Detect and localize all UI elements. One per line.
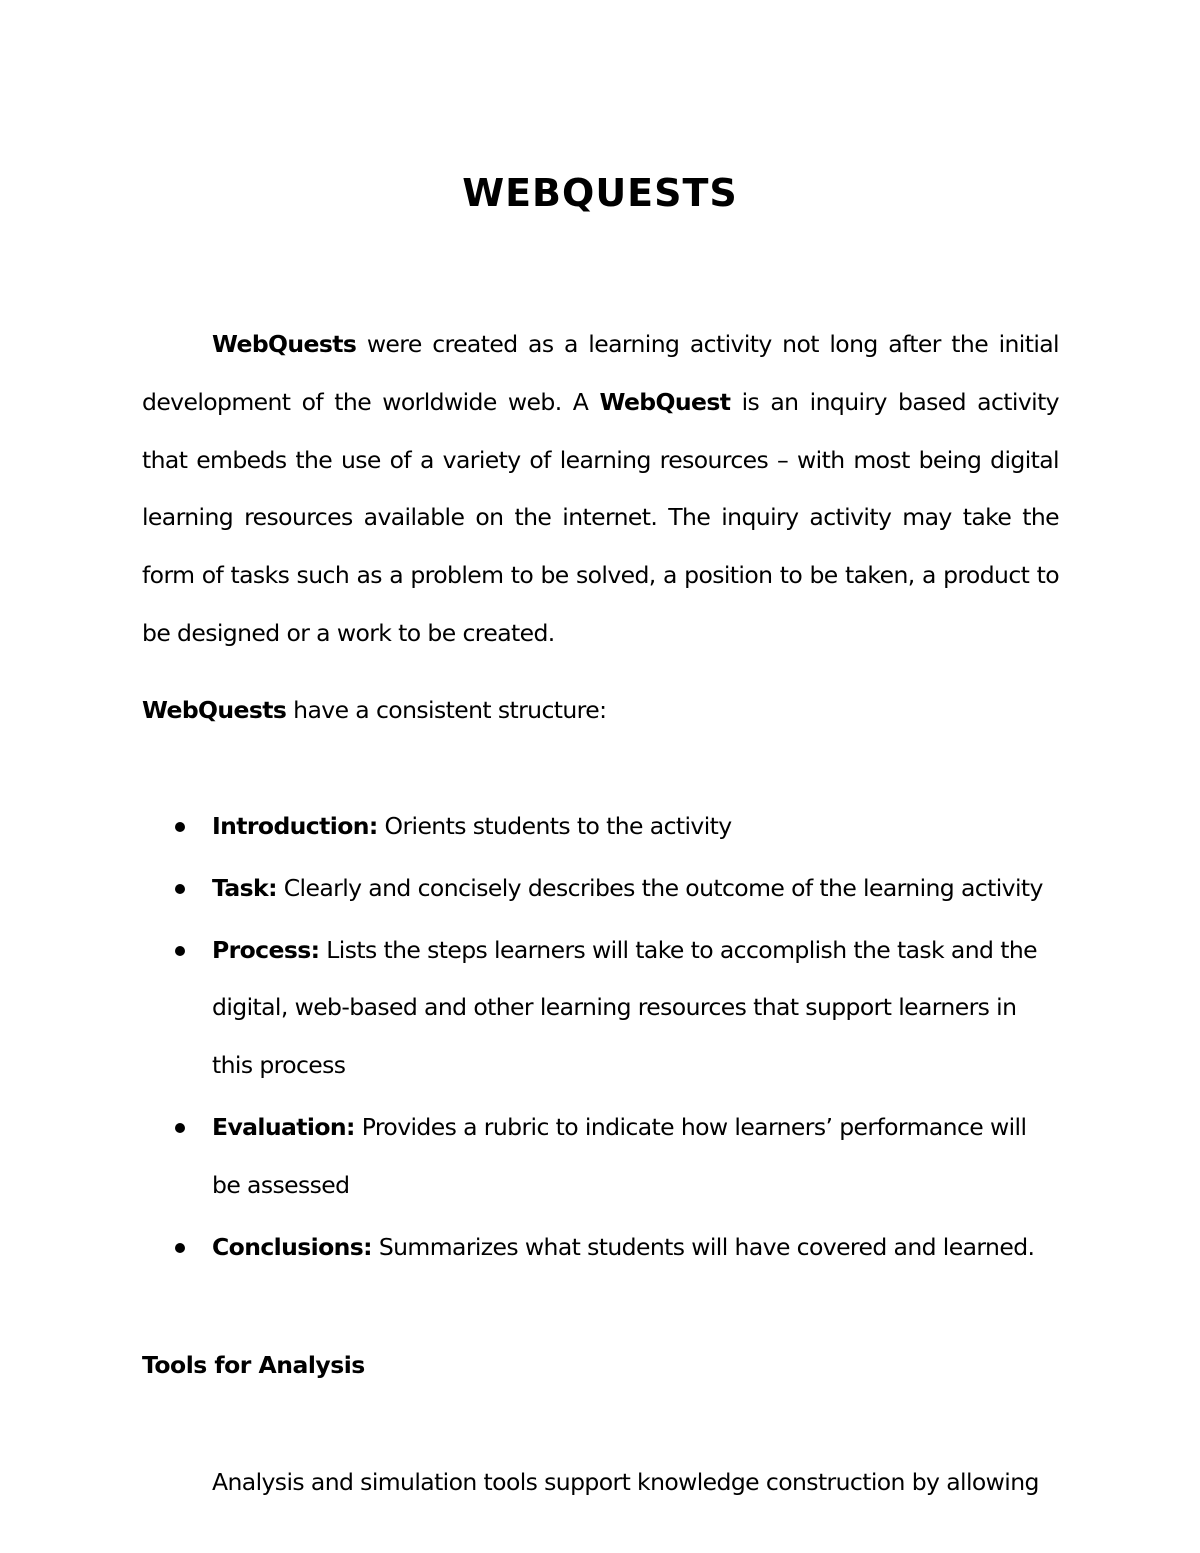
bullet-icon xyxy=(175,1123,185,1133)
structure-list xyxy=(142,798,1059,1280)
list-item-label: Introduction: xyxy=(212,812,378,840)
structure-intro xyxy=(142,682,1059,740)
list-item-label: Evaluation: xyxy=(212,1112,355,1141)
term-webquest: WebQuest xyxy=(599,387,731,416)
list-item xyxy=(142,860,1059,918)
list-item xyxy=(142,1219,1059,1277)
analysis-paragraph: Analysis and simulation tools support knowledge construction by allowing xyxy=(212,1468,1039,1496)
list-item-label: Process: xyxy=(212,935,320,964)
intro-text-part1: were created as a learning activity not long after the initial development of the worldwide web. A xyxy=(142,330,1059,416)
structure-intro-text: have a consistent structure: xyxy=(286,696,607,724)
term-webquests-structure: WebQuests xyxy=(142,696,287,724)
intro-paragraph xyxy=(142,316,1059,663)
list-item xyxy=(142,1099,1059,1215)
section-heading: Tools for Analysis xyxy=(142,1351,365,1379)
list-item-text: Orients students to the activity xyxy=(377,812,732,840)
list-item-text: Summarizes what students will have covered and learned. xyxy=(371,1232,1035,1261)
list-item xyxy=(142,798,1059,856)
page-title: WEBQUESTS xyxy=(462,171,738,215)
list-item-label: Task: xyxy=(212,873,277,902)
list-item-text: Provides a rubric to indicate how learners’ performance will be assessed xyxy=(212,1112,1027,1199)
list-item xyxy=(142,922,1059,1095)
term-webquests: WebQuests xyxy=(212,330,357,358)
intro-text-part2: is an inquiry based activity that embeds the use of a variety of learning resources – with most being digital learning resources available on the internet. The inquiry activity may take the form of tasks such as a problem to be solved, a position to be taken, a product to be designed or a work to be created. xyxy=(142,387,1059,647)
bullet-icon xyxy=(175,884,185,894)
list-item-text: Clearly and concisely describes the outcome of the learning activity xyxy=(276,873,1043,902)
bullet-icon xyxy=(175,822,185,832)
bullet-icon xyxy=(175,1243,185,1253)
list-item-label: Conclusions: xyxy=(212,1232,372,1261)
list-item-text: Lists the steps learners will take to accomplish the task and the digital, web-based and other learning resources that support learners in this process xyxy=(212,935,1037,1080)
bullet-icon xyxy=(175,946,185,956)
